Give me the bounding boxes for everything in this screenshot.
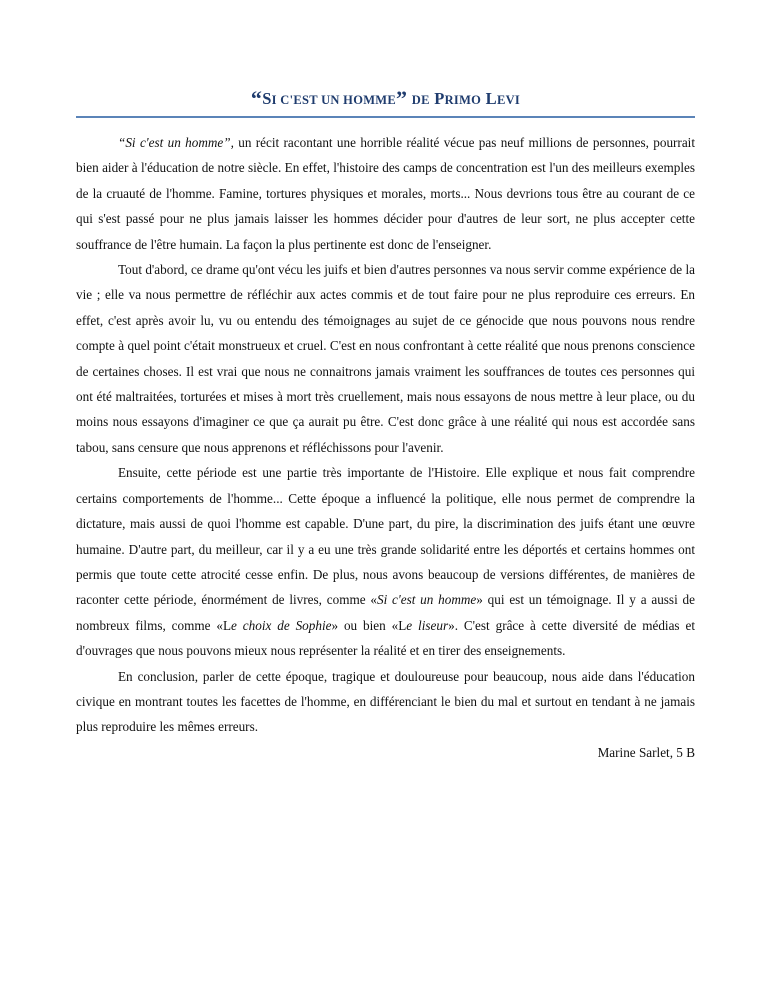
paragraph-first-argument [76,257,695,460]
film-title-le-liseur: e liseur [406,617,449,633]
title-de: DE [411,93,430,107]
second-argument-text-c: » ou bien «L [331,617,407,633]
essay-body [76,130,695,740]
title-work-rest: I C'EST UN HOMME [271,93,397,107]
second-argument-text-b: » qui est un témoignage. Il y a aussi de nombreux films, comme «L [76,592,695,633]
title-cap-s: S [262,89,272,108]
page-title [76,86,695,110]
intro-text: un récit racontant une horrible réalité vécue pas neuf millions de personnes, pourrait bien aider à l'éducation de notre siècle. En effet, l'histoire des camps de concentration est l'un des meilleurs exemples de la cruauté de l'homme. Famine, tortures physiques et morales, morts... Nous devrions tous être au courant de ce qui s'est passé pour ne plus jamais laisser les hommes décider pour d'autres de leur sort, ne plus accepter cette souffrance de l'être humain. La façon la plus pertinente est donc de l'enseigner. [76,135,696,252]
title-primo-rest: RIMO [444,93,482,107]
document-page [76,0,695,765]
author-signature: Marine Sarlet, 5 B [597,744,695,760]
intro-book-title: “Si c'est un homme”, [118,135,234,150]
title-levi-rest: EVI [496,93,521,107]
title-cap-p: P [434,89,445,108]
title-cap-l: L [485,89,497,108]
second-argument-text-a: Ensuite, cette période est une partie très importante de l'Histoire. Elle explique et nous fait comprendre certains comportements de l'homme... Cette époque a influencé la politique, elle nous permet de comprendre la dictature, mais aussi de quoi l'homme est capable. D'une part, du pire, la discrimination des juifs étant une œuvre humaine. D'autre part, du meilleur, car il y a eu une très grande solidarité entre les déportés et certains hommes ont permis que toute cette atrocité cesse enfin. De plus, nous avons beaucoup de versions différentes, de manières de raconter cette période, énormément de livres, comme « [76,465,695,608]
paragraph-conclusion [76,664,695,740]
book-title-si-cest-un-homme: Si c'est un homme [376,592,477,608]
paragraph-intro [76,130,695,257]
title-underline-rule [76,116,695,118]
title-close-quote: ” [396,86,408,111]
first-argument-text: Tout d'abord, ce drame qu'ont vécu les juifs et bien d'autres personnes va nous servir comme expérience de la vie ; elle va nous permettre de réfléchir aux actes commis et de tout faire pour ne plus reproduire ces erreurs. En effet, c'est après avoir lu, vu ou entendu des témoignages au sujet de ce génocide que nous pouvons nous rendre compte à quel point c'était monstrueux et cruel. C'est en nous confrontant à cette réalité que nous prenons conscience de certaines choses. Il est vrai que nous ne connaitrons jamais vraiment les souffrances de toutes ces personnes qui ont été maltraitées, torturées et mises à mort très cruellement, mais nous essayons de nous mettre à leur place, ou du moins nous essayons d'imaginer ce que ça aurait pu être. C'est donc grâce à une réalité qui nous est accordée sans tabou, sans censure que nous apprenons et réfléchissons pour l'avenir. [76,262,695,455]
second-argument-text-d: ». C'est grâce à cette diversité de médias et d'ouvrages que nous pouvons mieux nous représenter la réalité et en tirer des enseignements. [76,617,695,659]
conclusion-text: En conclusion, parler de cette époque, tragique et douloureuse pour beaucoup, nous aide dans l'éducation civique en montrant toutes les facettes de l'homme, en différenciant le bien du mal et surtout en tendant à ne jamais plus reproduire les mêmes erreurs. [76,668,695,735]
title-open-quote: “ [250,86,263,111]
film-title-choix-de-sophie: e choix de Sophie [231,617,332,633]
paragraph-second-argument [76,460,695,663]
